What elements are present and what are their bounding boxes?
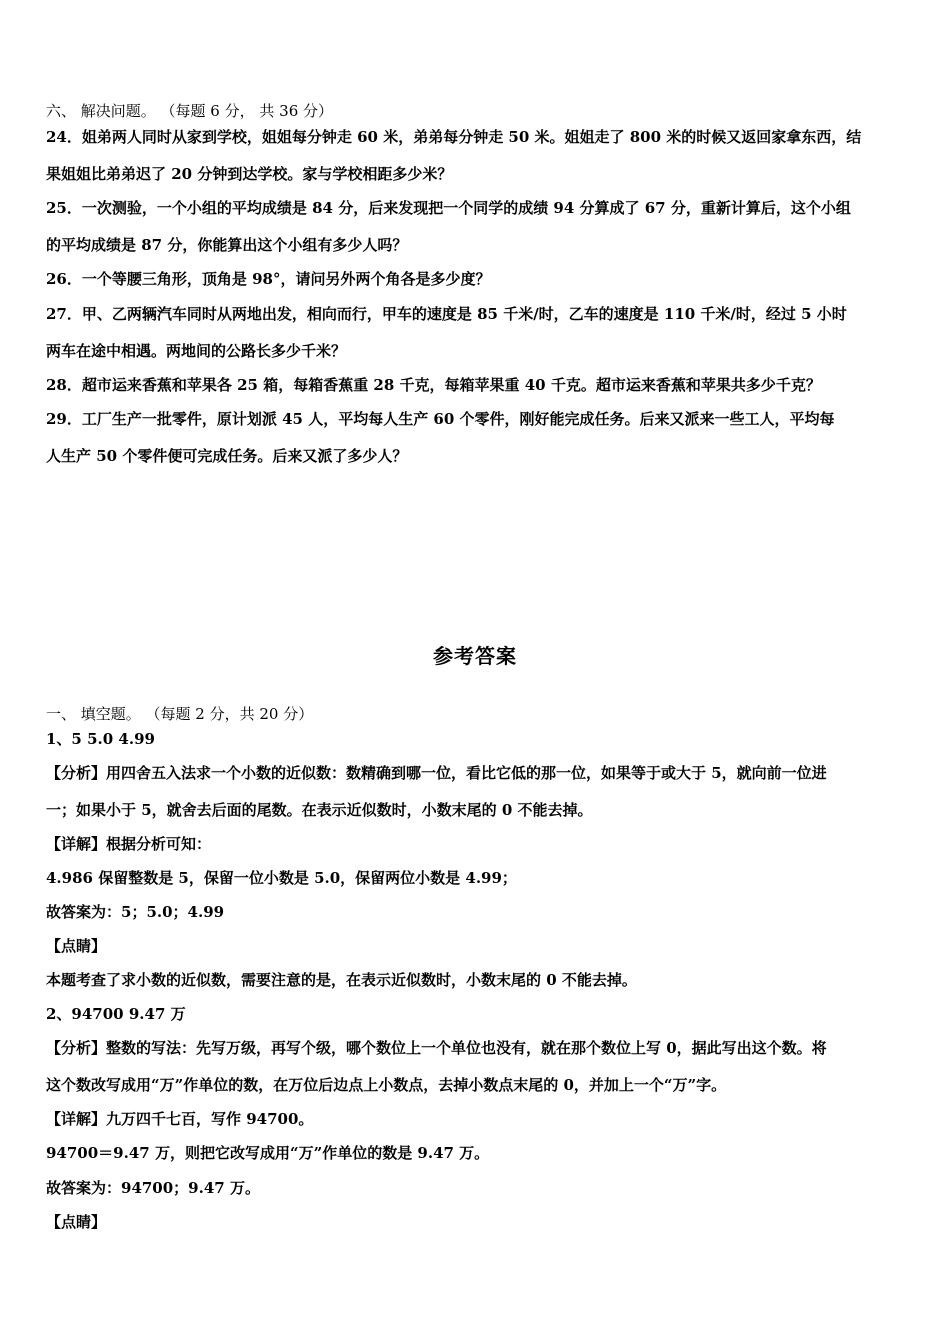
question-27-line1: 27．甲、乙两辆汽车同时从两地出发，相向而行，甲车的速度是 85 千米/时，乙车的速度是 110 千米/时，经过 5 小时 [46,305,847,323]
answer-1-detail: 【详解】根据分析可知： [46,835,212,853]
answer-1-analysis-line2: 一；如果小于 5，就舍去后面的尾数。在表示近似数时，小数末尾的 0 不能去掉。 [46,801,593,819]
answer-2-detail: 【详解】九万四千七百，写作 94700。 [46,1110,314,1128]
question-24-line2: 果姐姐比弟弟迟了 20 分钟到达学校。家与学校相距多少米？ [46,165,453,183]
answers-title: 参考答案 [433,644,517,668]
answer-2-detail2: 94700＝9.47 万，则把它改写成用“万”作单位的数是 9.47 万。 [46,1144,490,1162]
question-26: 26．一个等腰三角形，顶角是 98°，请问另外两个角各是多少度？ [46,270,491,288]
answer-1-comment-label: 【点睛】 [46,937,107,955]
answer-1: 1、5 5.0 4.99 [46,730,155,748]
answer-2-final: 故答案为：94700；9.47 万。 [46,1179,260,1197]
answer-2-analysis-line2: 这个数改写成用“万”作单位的数，在万位后边点上小数点，去掉小数点末尾的 0，并加上一个“万”字。 [46,1076,727,1094]
section6-heading: 六、 解决问题。 （每题 6 分， 共 36 分） [46,102,334,120]
answer-2: 2、94700 9.47 万 [46,1005,186,1023]
question-29-line2: 人生产 50 个零件便可完成任务。后来又派了多少人？ [46,447,408,465]
answer-1-analysis-line1: 【分析】用四舍五入法求一个小数的近似数：数精确到哪一位，看比它低的那一位，如果等于或大于 5，就向前一位进 [46,764,827,782]
answer-1-detail2: 4.986 保留整数是 5，保留一位小数是 5.0，保留两位小数是 4.99； [46,869,517,887]
answer-2-comment-label: 【点睛】 [46,1213,107,1231]
question-24-line1: 24．姐弟两人同时从家到学校，姐姐每分钟走 60 米，弟弟每分钟走 50 米。姐姐走了 800 米的时候又返回家拿东西，结 [46,128,862,146]
answer-1-final: 故答案为：5；5.0；4.99 [46,903,225,921]
answers-section1-heading: 一、 填空题。 （每题 2 分，共 20 分） [46,705,314,723]
question-28: 28．超市运来香蕉和苹果各 25 箱，每箱香蕉重 28 千克，每箱苹果重 40 千克。超市运来香蕉和苹果共多少千克？ [46,376,821,394]
answer-2-analysis-line1: 【分析】整数的写法：先写万级，再写个级，哪个数位上一个单位也没有，就在那个数位上写 0，据此写出这个数。将 [46,1039,827,1057]
question-25-line2: 的平均成绩是 87 分，你能算出这个小组有多少人吗？ [46,236,408,254]
question-29-line1: 29．工厂生产一批零件，原计划派 45 人，平均每人生产 60 个零件，刚好能完成任务。后来又派来一些工人，平均每 [46,410,835,428]
question-27-line2: 两车在途中相遇。两地间的公路长多少千米？ [46,342,347,360]
question-25-line1: 25．一次测验，一个小组的平均成绩是 84 分，后来发现把一个同学的成绩 94 分算成了 67 分，重新计算后，这个小组 [46,199,851,217]
answer-1-comment-text: 本题考查了求小数的近似数，需要注意的是，在表示近似数时，小数末尾的 0 不能去掉。 [46,971,637,989]
